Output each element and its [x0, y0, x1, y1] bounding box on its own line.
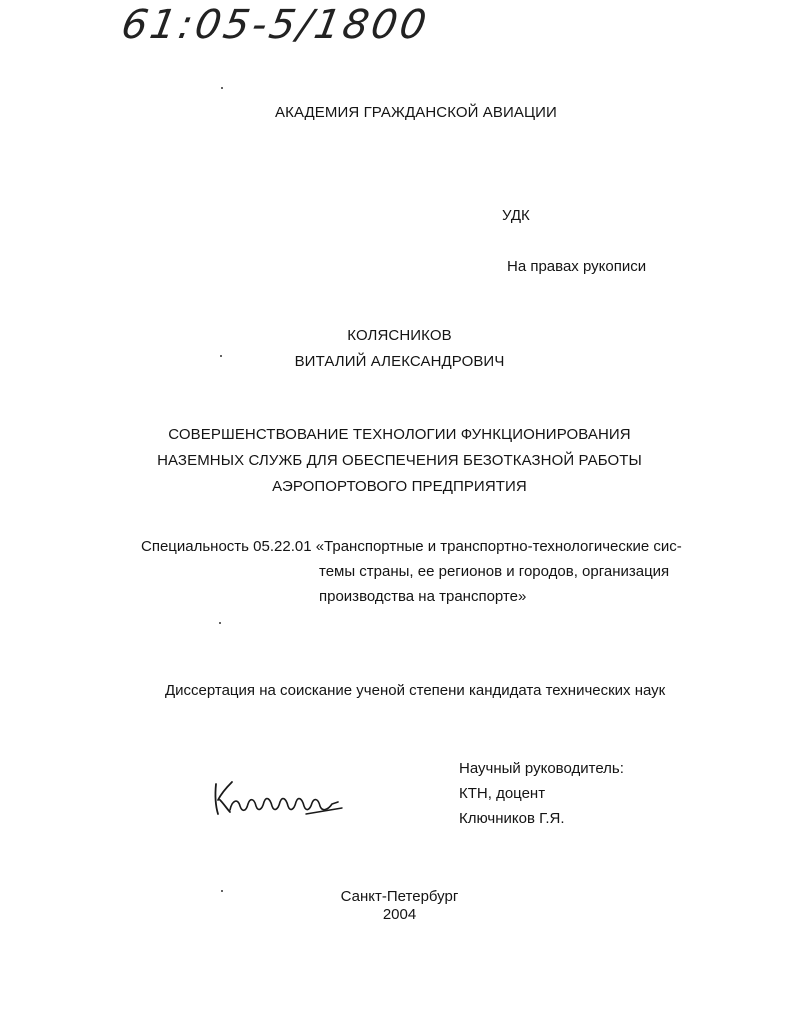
- thesis-title-line-2: НАЗЕМНЫХ СЛУЖБ ДЛЯ ОБЕСПЕЧЕНИЯ БЕЗОТКАЗНОЙ РАБОТЫ: [157, 452, 642, 469]
- thesis-title-line-1: СОВЕРШЕНСТВОВАНИЕ ТЕХНОЛОГИИ ФУНКЦИОНИРОВАНИЯ: [168, 426, 631, 443]
- supervisor-degree: КТН, доцент: [459, 785, 546, 802]
- supervisor-label: Научный руководитель:: [459, 760, 624, 777]
- specialty-line-2: темы страны, ее регионов и городов, организация: [319, 563, 670, 580]
- scan-speck: [219, 622, 221, 624]
- author-given-names: ВИТАЛИЙ АЛЕКСАНДРОВИЧ: [294, 353, 505, 370]
- author-signature: [210, 776, 350, 820]
- author-surname: КОЛЯСНИКОВ: [347, 327, 452, 344]
- udk-label: УДК: [502, 207, 530, 224]
- handwritten-code: 61:05-5/1800: [117, 2, 433, 48]
- specialty-line-3: производства на транспорте»: [319, 588, 527, 605]
- organization-name: АКАДЕМИЯ ГРАЖДАНСКОЙ АВИАЦИИ: [275, 104, 557, 121]
- city: Санкт-Петербург: [340, 888, 459, 905]
- thesis-title-line-3: АЭРОПОРТОВОГО ПРЕДПРИЯТИЯ: [272, 478, 527, 495]
- scan-speck: [221, 87, 223, 89]
- manuscript-rights: На правах рукописи: [507, 258, 647, 275]
- dissertation-note: Диссертация на соискание ученой степени кандидата технических наук: [165, 682, 666, 699]
- supervisor-name: Ключников Г.Я.: [459, 810, 565, 827]
- year: 2004: [382, 906, 417, 923]
- specialty-line-1: Специальность 05.22.01 «Транспортные и транспортно-технологические сис-: [141, 538, 682, 555]
